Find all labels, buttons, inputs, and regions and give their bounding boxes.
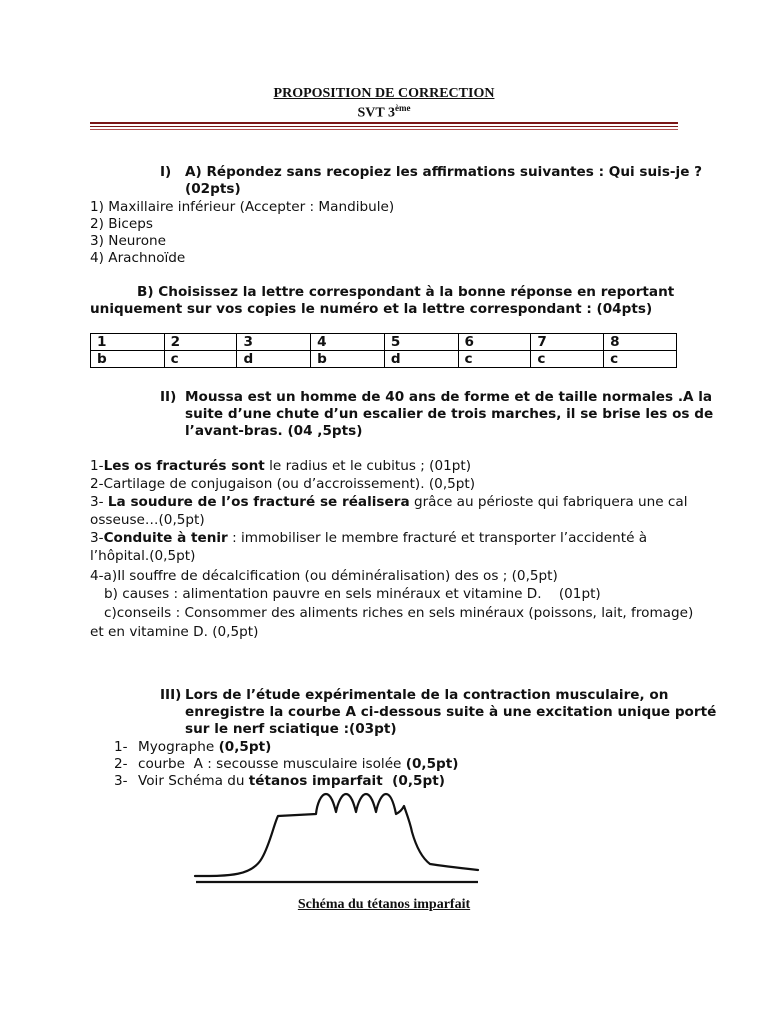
table-cell: c xyxy=(458,351,531,368)
section2-heading: Moussa est un homme de 40 ans de forme et de taille normales .A la xyxy=(185,389,713,405)
answer-2: 2) Biceps xyxy=(90,216,153,232)
section1-heading: A) Répondez sans recopiez les affirmations suivantes : Qui suis-je ? xyxy=(185,164,703,180)
table-cell: 5 xyxy=(384,334,458,351)
subtitle-main: SVT 3 xyxy=(357,105,395,121)
page-title: PROPOSITION DE CORRECTION xyxy=(273,86,495,101)
q1-bold: Les os fracturés sont xyxy=(103,458,265,474)
table-cell: d xyxy=(384,351,458,368)
answer-table xyxy=(90,333,677,368)
table-cell: 3 xyxy=(237,334,311,351)
q3b-bold: Conduite à tenir xyxy=(103,530,228,546)
section3-heading-2: enregistre la courbe A ci-dessous suite à une excitation unique porté xyxy=(185,704,717,720)
item-2-text: courbe A : secousse musculaire isolée xyxy=(138,756,406,772)
header-rule-thin xyxy=(90,126,678,127)
table-cell: b xyxy=(311,351,385,368)
q3-number: 3- xyxy=(90,494,108,510)
q1-number: 1- xyxy=(90,458,104,474)
answer-q4c: c)conseils : Consommer des aliments riches en sels minéraux (poissons, lait, fromage) xyxy=(104,605,694,621)
item-2-bold: (0,5pt) xyxy=(405,756,459,772)
answer-q4a: 4-a)Il souffre de décalcification (ou déminéralisation) des os ; (0,5pt) xyxy=(90,568,558,584)
table-cell: 2 xyxy=(164,334,237,351)
tetanos-curve-figure xyxy=(190,786,490,886)
answer-q1 xyxy=(90,457,471,475)
item-1-number: 1- xyxy=(114,739,128,755)
item-1-text: Myographe xyxy=(138,739,219,755)
q1-text: le radius et le cubitus ; (01pt) xyxy=(264,458,472,474)
section1-heading-points: (02pts) xyxy=(185,181,241,197)
partB-heading-2: uniquement sur vos copies le numéro et la lettre correspondant : (04pts) xyxy=(90,301,653,317)
answer-q3 xyxy=(90,493,688,511)
table-row xyxy=(91,351,677,368)
answer-3: 3) Neurone xyxy=(90,233,167,249)
answer-1: 1) Maxillaire inférieur (Accepter : Mandibule) xyxy=(90,199,395,215)
table-cell: c xyxy=(531,351,604,368)
table-cell: c xyxy=(164,351,237,368)
header-rule-light xyxy=(90,129,678,130)
section3-heading: Lors de l’étude expérimentale de la contraction musculaire, on xyxy=(185,687,669,703)
table-cell: b xyxy=(91,351,165,368)
item-2-number: 2- xyxy=(114,756,128,772)
table-cell: d xyxy=(237,351,311,368)
section2-number: II) xyxy=(160,389,177,405)
answer-4: 4) Arachnoïde xyxy=(90,250,186,266)
table-cell: 1 xyxy=(91,334,165,351)
answer-q3-cont: osseuse…(0,5pt) xyxy=(90,512,205,528)
q3b-number: 3- xyxy=(90,530,104,546)
q3b-text: : immobiliser le membre fracturé et transporter l’accidenté à xyxy=(227,530,648,546)
answer-q3b xyxy=(90,529,647,547)
item-1-bold: (0,5pt) xyxy=(218,739,272,755)
answer-q2: 2-Cartilage de conjugaison (ou d’accroissement). (0,5pt) xyxy=(90,476,476,492)
figure-caption: Schéma du tétanos imparfait xyxy=(297,897,471,912)
tetanos-curve xyxy=(195,794,478,876)
page-subtitle xyxy=(0,103,768,122)
partB-heading: B) Choisissez la lettre correspondant à la bonne réponse en reportant xyxy=(137,284,675,300)
item-1 xyxy=(138,738,271,756)
section1-number: I) xyxy=(160,164,172,180)
table-cell: 8 xyxy=(604,334,677,351)
table-cell: 6 xyxy=(458,334,531,351)
table-cell: 7 xyxy=(531,334,604,351)
subtitle-sup: ème xyxy=(394,103,411,113)
table-cell: 4 xyxy=(311,334,385,351)
item-3-text: Voir Schéma du xyxy=(138,773,249,789)
header-rule xyxy=(90,122,678,124)
section3-heading-3: sur le nerf sciatique :(03pt) xyxy=(185,721,397,737)
answer-q4b: b) causes : alimentation pauvre en sels minéraux et vitamine D. (01pt) xyxy=(104,586,601,602)
q3-text: grâce au périoste qui fabriquera une cal xyxy=(409,494,688,510)
table-cell: c xyxy=(604,351,677,368)
q3-bold: La soudure de l’os fracturé se réalisera xyxy=(107,494,410,510)
item-3-bold: tétanos imparfait (0,5pt) xyxy=(248,773,445,789)
table-row xyxy=(91,334,677,351)
answer-q4c-cont: et en vitamine D. (0,5pt) xyxy=(90,624,259,640)
answer-q3b-cont: l’hôpital.(0,5pt) xyxy=(90,548,196,564)
item-3-number: 3- xyxy=(114,773,128,789)
section2-heading-3: l’avant-bras. (04 ,5pts) xyxy=(185,423,363,439)
section2-heading-2: suite d’une chute d’un escalier de trois marches, il se brise les os de xyxy=(185,406,714,422)
item-2 xyxy=(138,755,459,773)
section3-number: III) xyxy=(160,687,182,703)
